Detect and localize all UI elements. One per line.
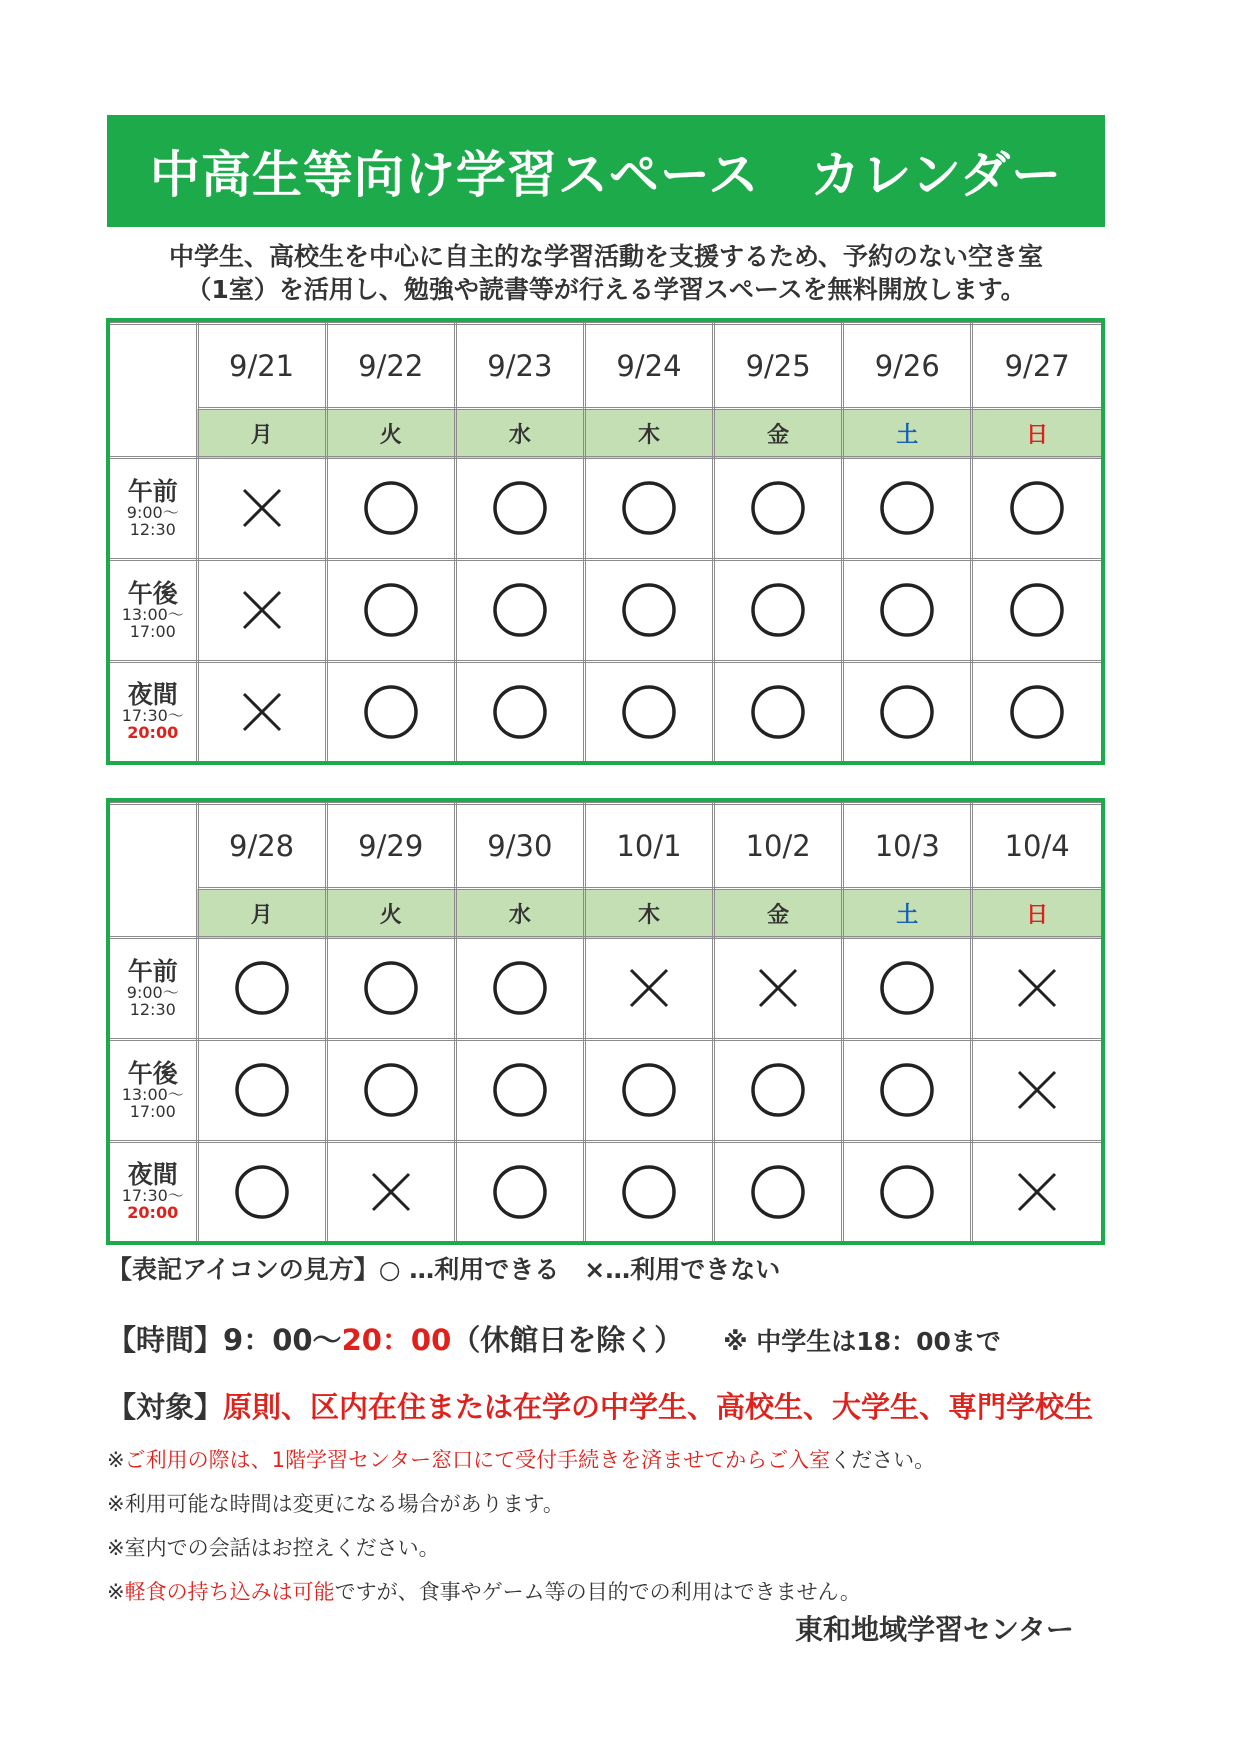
slot-end-time: 12:30: [129, 519, 176, 539]
unavailable-cross-icon: [1007, 1162, 1067, 1222]
unavailable-cell: [972, 1141, 1101, 1241]
date-row: [110, 804, 1101, 889]
available-cell: [455, 458, 584, 560]
time-slot-row: [110, 1039, 1101, 1141]
time-slot-label: [110, 661, 197, 761]
available-circle-icon: [619, 478, 679, 538]
slot-end-time: 17:00: [129, 621, 176, 641]
available-circle-icon: [619, 580, 679, 640]
available-cell: [455, 1039, 584, 1141]
organization-name: 東和地域学習センター: [795, 1613, 1074, 1646]
page-title-banner: [107, 115, 1105, 227]
unavailable-cross-icon: [232, 682, 292, 742]
weekday-cell: 金: [714, 889, 843, 938]
unavailable-cross-icon: [1007, 958, 1067, 1018]
available-cell: [584, 661, 713, 761]
unavailable-cell: [197, 661, 326, 761]
slot-end-time: 12:30: [129, 999, 176, 1019]
slot-name: 夜間: [127, 1160, 178, 1190]
calendar-table: [110, 322, 1101, 761]
unavailable-cross-icon: [232, 478, 292, 538]
hours-label: 【時間】: [107, 1323, 224, 1357]
time-slot-label: [110, 458, 197, 560]
date-cell: 10/4: [972, 804, 1101, 889]
page-title: 中高生等向け学習スペース カレンダー: [149, 146, 1063, 204]
available-circle-icon: [748, 478, 808, 538]
target-text: 原則、区内在住または在学の中学生、高校生、大学生、専門学校生: [223, 1390, 1094, 1424]
available-cell: [326, 1039, 455, 1141]
unavailable-cell: [197, 458, 326, 560]
weekday-cell: 木: [584, 409, 713, 458]
time-slot-label: [110, 1039, 197, 1141]
unavailable-cross-icon: [619, 958, 679, 1018]
slot-name: 午後: [127, 1058, 178, 1088]
available-circle-icon: [748, 682, 808, 742]
note-1: ※ご利用の際は、1階学習センター窓口にて受付手続きを済ませてからご入室ください。: [107, 1448, 936, 1472]
available-cell: [843, 938, 972, 1040]
available-circle-icon: [619, 1162, 679, 1222]
unavailable-cell: [326, 1141, 455, 1241]
time-slot-row: [110, 661, 1101, 761]
slot-start-time: 9:00～: [126, 502, 179, 522]
date-cell: 10/2: [714, 804, 843, 889]
weekday-cell: 日: [972, 409, 1101, 458]
available-circle-icon: [490, 1060, 550, 1120]
weekday-cell: 水: [455, 409, 584, 458]
unavailable-cell: [714, 938, 843, 1040]
unavailable-cross-icon: [232, 580, 292, 640]
available-cell: [197, 1039, 326, 1141]
weekday-row: [110, 409, 1101, 458]
available-cell: [584, 1039, 713, 1141]
date-cell: 10/1: [584, 804, 713, 889]
time-slot-row: [110, 559, 1101, 661]
available-circle-icon: [1007, 580, 1067, 640]
hours-suffix: （休館日を除く）: [451, 1323, 684, 1357]
available-cell: [455, 559, 584, 661]
slot-start-time: 13:00～: [121, 1084, 184, 1104]
available-cell: [843, 661, 972, 761]
date-cell: 9/27: [972, 324, 1101, 409]
slot-name: 午後: [127, 578, 178, 608]
date-cell: 9/22: [326, 324, 455, 409]
unavailable-cross-icon: [748, 958, 808, 1018]
unavailable-cell: [197, 559, 326, 661]
slot-end-time: 20:00: [127, 1203, 179, 1223]
date-cell: 9/26: [843, 324, 972, 409]
weekday-cell: 木: [584, 889, 713, 938]
available-circle-icon: [232, 1162, 292, 1222]
calendar-week-2: [106, 798, 1105, 1245]
unavailable-cell: [584, 938, 713, 1040]
available-circle-icon: [877, 580, 937, 640]
target-label: 【対象】: [107, 1390, 224, 1424]
available-cell: [455, 661, 584, 761]
intro-line-1: 中学生、高校生を中心に自主的な学習活動を支援するため、予約のない空き室: [168, 242, 1043, 271]
available-circle-icon: [748, 580, 808, 640]
available-circle-icon: [877, 682, 937, 742]
available-cell: [714, 458, 843, 560]
available-circle-icon: [877, 1060, 937, 1120]
slot-name: 午前: [127, 476, 178, 506]
available-circle-icon: [490, 958, 550, 1018]
available-cell: [843, 458, 972, 560]
weekday-cell: 土: [843, 889, 972, 938]
available-cell: [197, 1141, 326, 1241]
slot-start-time: 17:30～: [121, 1186, 184, 1206]
date-cell: 9/21: [197, 324, 326, 409]
slot-start-time: 17:30～: [121, 706, 184, 726]
available-circle-icon: [877, 958, 937, 1018]
corner-cell: [110, 324, 197, 458]
weekday-cell: 日: [972, 889, 1101, 938]
available-cell: [972, 559, 1101, 661]
weekday-cell: 月: [197, 889, 326, 938]
note-2: ※利用可能な時間は変更になる場合があります。: [107, 1492, 564, 1516]
weekday-row: [110, 889, 1101, 938]
available-circle-icon: [361, 1060, 421, 1120]
weekday-cell: 土: [843, 409, 972, 458]
unavailable-cross-icon: [1007, 1060, 1067, 1120]
calendar-table: [110, 802, 1101, 1241]
icon-legend: 【表記アイコンの見方】○ …利用できる ×…利用できない: [107, 1255, 781, 1284]
time-slot-label: [110, 559, 197, 661]
available-circle-icon: [619, 682, 679, 742]
available-circle-icon: [748, 1060, 808, 1120]
date-cell: 9/30: [455, 804, 584, 889]
unavailable-cell: [972, 1039, 1101, 1141]
date-cell: 9/25: [714, 324, 843, 409]
available-circle-icon: [490, 580, 550, 640]
available-cell: [843, 1039, 972, 1141]
slot-start-time: 9:00～: [126, 982, 179, 1002]
weekday-cell: 月: [197, 409, 326, 458]
available-cell: [326, 458, 455, 560]
available-circle-icon: [490, 1162, 550, 1222]
unavailable-cross-icon: [361, 1162, 421, 1222]
available-circle-icon: [877, 1162, 937, 1222]
available-cell: [843, 559, 972, 661]
available-cell: [714, 1039, 843, 1141]
available-cell: [584, 458, 713, 560]
available-cell: [714, 661, 843, 761]
available-cell: [326, 661, 455, 761]
available-circle-icon: [361, 682, 421, 742]
slot-start-time: 13:00～: [121, 604, 184, 624]
time-slot-label: [110, 1141, 197, 1241]
target-audience: [107, 1385, 1093, 1426]
date-row: [110, 324, 1101, 409]
available-circle-icon: [232, 958, 292, 1018]
time-slot-row: [110, 458, 1101, 560]
slot-name: 夜間: [127, 680, 178, 710]
available-cell: [584, 1141, 713, 1241]
date-cell: 9/28: [197, 804, 326, 889]
available-cell: [455, 938, 584, 1040]
time-slot-row: [110, 1141, 1101, 1241]
date-cell: 9/23: [455, 324, 584, 409]
available-cell: [714, 559, 843, 661]
available-cell: [584, 559, 713, 661]
available-cell: [326, 938, 455, 1040]
slot-name: 午前: [127, 956, 178, 986]
available-cell: [972, 458, 1101, 560]
available-circle-icon: [232, 1060, 292, 1120]
intro-line-2: （1室）を活用し、勉強や読書等が行える学習スペースを無料開放します。: [186, 275, 1026, 304]
available-circle-icon: [748, 1162, 808, 1222]
available-cell: [972, 661, 1101, 761]
hours-start: 9：00～: [223, 1323, 342, 1357]
available-cell: [326, 559, 455, 661]
date-cell: 9/24: [584, 324, 713, 409]
available-circle-icon: [361, 580, 421, 640]
corner-cell: [110, 804, 197, 938]
available-circle-icon: [1007, 682, 1067, 742]
opening-hours: [107, 1318, 1001, 1359]
date-cell: 10/3: [843, 804, 972, 889]
hours-end: 20：00: [341, 1323, 452, 1357]
slot-end-time: 17:00: [129, 1101, 176, 1121]
slot-end-time: 20:00: [127, 723, 179, 743]
weekday-cell: 水: [455, 889, 584, 938]
available-cell: [455, 1141, 584, 1241]
available-circle-icon: [490, 478, 550, 538]
note-3: ※室内での会話はお控えください。: [107, 1536, 440, 1560]
available-circle-icon: [361, 478, 421, 538]
time-slot-row: [110, 938, 1101, 1040]
notes-list: [107, 1438, 935, 1614]
available-circle-icon: [619, 1060, 679, 1120]
available-circle-icon: [490, 682, 550, 742]
calendar-week-1: [106, 318, 1105, 765]
weekday-cell: 火: [326, 409, 455, 458]
time-slot-label: [110, 938, 197, 1040]
weekday-cell: 金: [714, 409, 843, 458]
available-circle-icon: [877, 478, 937, 538]
date-cell: 9/29: [326, 804, 455, 889]
unavailable-cell: [972, 938, 1101, 1040]
intro-text: [107, 240, 1105, 306]
weekday-cell: 火: [326, 889, 455, 938]
available-cell: [714, 1141, 843, 1241]
available-cell: [843, 1141, 972, 1241]
note-4: ※軽食の持ち込みは可能ですが、食事やゲーム等の目的での利用はできません。: [107, 1580, 861, 1604]
available-cell: [197, 938, 326, 1040]
available-circle-icon: [361, 958, 421, 1018]
available-circle-icon: [1007, 478, 1067, 538]
hours-note: ※ 中学生は18：00まで: [723, 1327, 1001, 1356]
